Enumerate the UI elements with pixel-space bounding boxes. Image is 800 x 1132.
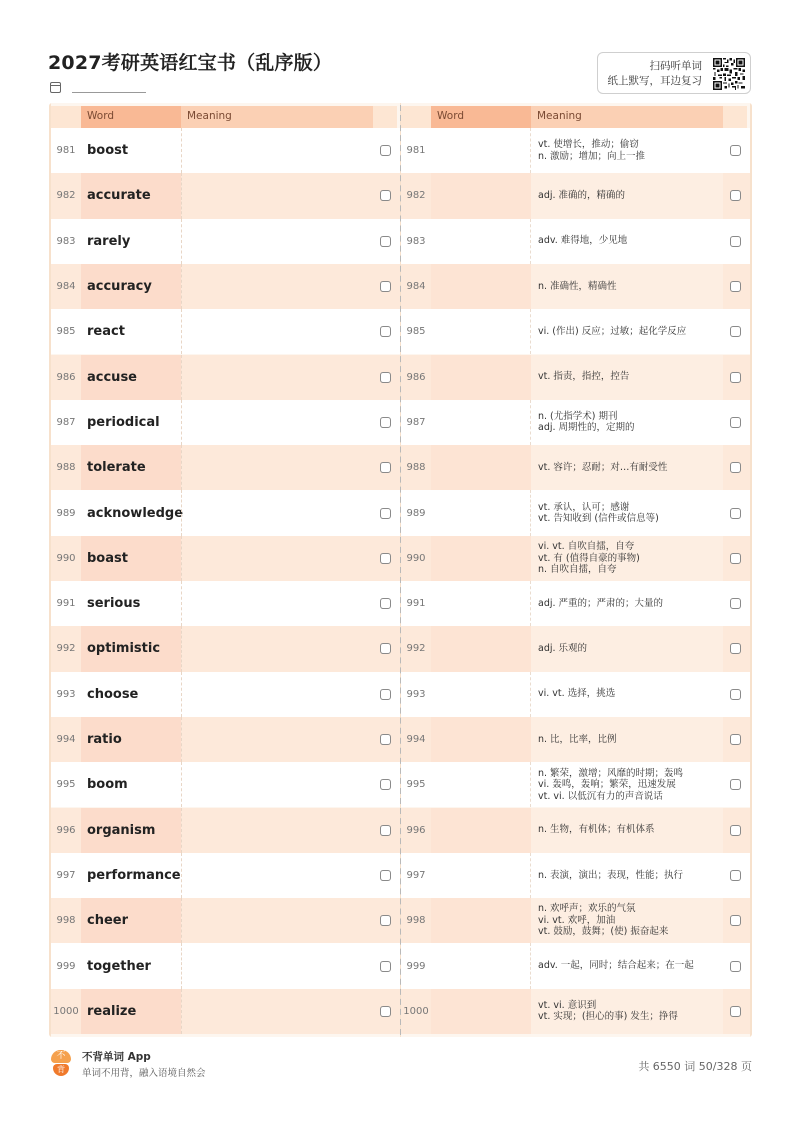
meaning-line: vt. vi. 意识到 — [538, 999, 597, 1011]
word-column-header: Word — [431, 106, 531, 128]
app-logo — [51, 1050, 73, 1076]
entry-number: 995 — [406, 779, 426, 791]
qr-caption — [608, 59, 703, 89]
checkbox-icon — [730, 372, 741, 383]
logo-bottom-glyph: 背 — [53, 1064, 69, 1076]
page-title: 2027考研英语红宝书（乱序版） — [48, 52, 333, 74]
entry-number: 981 — [406, 145, 426, 157]
entry-word: accuse — [81, 355, 181, 400]
logo-top-glyph: 不 — [51, 1050, 71, 1063]
page-count: 共 6550 词 50/328 页 — [638, 1060, 752, 1073]
review-checkbox[interactable] — [373, 309, 397, 354]
entry-word: acknowledge — [81, 490, 181, 535]
meaning-row — [401, 717, 750, 762]
meaning-line: n. 比，比率，比例 — [538, 733, 617, 745]
meaning-blank[interactable] — [181, 853, 373, 898]
meaning-row — [401, 762, 750, 807]
word-blank[interactable] — [431, 762, 531, 807]
checkbox-icon — [380, 961, 391, 972]
entry-number: 986 — [51, 355, 81, 400]
review-checkbox[interactable] — [723, 762, 747, 807]
entry-meaning — [531, 898, 723, 943]
review-checkbox[interactable] — [723, 128, 747, 173]
checkbox-icon — [380, 281, 391, 292]
entry-word: ratio — [81, 717, 181, 762]
entry-meaning — [531, 762, 723, 807]
entry-meaning — [531, 808, 723, 853]
word-row — [51, 672, 400, 717]
meaning-blank[interactable] — [181, 219, 373, 264]
review-checkbox[interactable] — [723, 264, 747, 309]
word-sheet — [49, 103, 752, 1037]
word-blank[interactable] — [431, 626, 531, 671]
meaning-blank[interactable] — [181, 128, 373, 173]
date-blank-line — [72, 92, 146, 93]
entry-number: 982 — [406, 190, 426, 202]
entry-word: tolerate — [81, 445, 181, 490]
meaning-line: vi. 轰鸣，轰响；繁荣，迅速发展 — [538, 779, 676, 791]
entry-number: 992 — [406, 643, 426, 655]
entry-number: 981 — [56, 145, 76, 157]
word-row — [51, 898, 400, 943]
entry-number: 987 — [406, 416, 426, 428]
entry-meaning — [531, 173, 723, 218]
word-blank[interactable] — [431, 264, 531, 309]
entry-word: rarely — [81, 219, 181, 264]
checkbox-icon — [730, 915, 741, 926]
meaning-line: vt. 实现；(担心的事) 发生；挣得 — [538, 1011, 678, 1023]
review-checkbox[interactable] — [373, 989, 397, 1034]
review-checkbox[interactable] — [373, 173, 397, 218]
meaning-line: n. 繁荣，激增；风靡的时期；轰鸣 — [538, 767, 684, 779]
checkbox-icon — [380, 779, 391, 790]
entry-number: 990 — [51, 536, 81, 581]
date-field — [50, 80, 61, 94]
checkbox-icon — [380, 598, 391, 609]
checkbox-icon — [380, 417, 391, 428]
meaning-line: n. 表演，演出；表现，性能；执行 — [538, 869, 684, 881]
meaning-row — [401, 536, 750, 581]
word-blank[interactable] — [431, 989, 531, 1034]
checkbox-icon — [380, 326, 391, 337]
meaning-line: adj. 严重的；严肃的；大量的 — [538, 597, 664, 609]
checkbox-icon — [380, 462, 391, 473]
meaning-blank[interactable] — [181, 173, 373, 218]
entry-number: 996 — [406, 824, 426, 836]
entry-word: organism — [81, 808, 181, 853]
word-row — [51, 219, 400, 264]
app-slogan: 单词不用背，融入语境自然会 — [82, 1068, 206, 1079]
entry-word: choose — [81, 672, 181, 717]
word-column-header: Word — [81, 106, 181, 128]
entry-number: 984 — [406, 281, 426, 293]
meaning-line: n. 欢呼声；欢乐的气氛 — [538, 903, 636, 915]
app-name: 不背单词 App — [82, 1051, 151, 1063]
meaning-line: n. 生物，有机体；有机体系 — [538, 824, 655, 836]
entry-meaning — [531, 717, 723, 762]
qr-caption-line1: 扫码听单词 — [649, 60, 702, 72]
word-row — [51, 762, 400, 807]
meaning-row — [401, 853, 750, 898]
meaning-blank[interactable] — [181, 264, 373, 309]
meaning-row — [401, 989, 750, 1034]
meaning-blank[interactable] — [181, 445, 373, 490]
word-panel-right — [401, 103, 750, 1037]
meaning-line: vi. vt. 自吹自擂，自夸 — [538, 541, 635, 553]
entry-number: 982 — [51, 173, 81, 218]
review-checkbox[interactable] — [723, 717, 747, 762]
entry-word: accurate — [81, 173, 181, 218]
meaning-line: vi. (作出) 反应；过敏；起化学反应 — [538, 326, 687, 338]
meaning-line: adv. 一起，同时；结合起来；在一起 — [538, 960, 694, 972]
entry-number: 991 — [406, 598, 426, 610]
entry-number: 998 — [51, 898, 81, 943]
review-checkbox[interactable] — [723, 581, 747, 626]
review-checkbox[interactable] — [373, 445, 397, 490]
review-checkbox[interactable] — [373, 536, 397, 581]
review-checkbox[interactable] — [373, 672, 397, 717]
meaning-line: vi. vt. 选择，挑选 — [538, 688, 616, 700]
meaning-blank[interactable] — [181, 943, 373, 988]
meaning-line: adj. 周期性的，定期的 — [538, 422, 635, 434]
word-blank[interactable] — [431, 309, 531, 354]
meaning-line: adj. 准确的，精确的 — [538, 190, 626, 202]
review-checkbox[interactable] — [373, 355, 397, 400]
review-checkbox[interactable] — [723, 808, 747, 853]
meaning-row — [401, 672, 750, 717]
entry-meaning — [531, 536, 723, 581]
checkbox-icon — [730, 508, 741, 519]
meaning-line: vt. 承认，认可；感谢 — [538, 501, 630, 513]
word-panel-left — [51, 103, 400, 1037]
meaning-row — [401, 309, 750, 354]
meaning-blank[interactable] — [181, 309, 373, 354]
review-checkbox[interactable] — [723, 173, 747, 218]
entry-number: 983 — [406, 235, 426, 247]
checkbox-icon — [380, 372, 391, 383]
word-blank[interactable] — [431, 173, 531, 218]
entry-number: 988 — [51, 445, 81, 490]
word-row — [51, 128, 400, 173]
entry-meaning — [531, 943, 723, 988]
entry-number: 987 — [56, 416, 76, 428]
checkbox-icon — [730, 779, 741, 790]
meaning-line: vt. 指责，指控，控告 — [538, 371, 630, 383]
meaning-row — [401, 173, 750, 218]
review-checkbox[interactable] — [723, 898, 747, 943]
review-checkbox[interactable] — [723, 853, 747, 898]
meaning-line: vt. 使增长，推动；偷窃 — [538, 139, 639, 151]
word-blank[interactable] — [431, 355, 531, 400]
entry-meaning — [531, 581, 723, 626]
review-checkbox[interactable] — [373, 808, 397, 853]
meaning-blank[interactable] — [181, 898, 373, 943]
word-row — [51, 445, 400, 490]
checkbox-icon — [380, 190, 391, 201]
entry-meaning — [531, 989, 723, 1034]
checkbox-icon — [730, 553, 741, 564]
review-checkbox[interactable] — [723, 943, 747, 988]
meaning-row — [401, 264, 750, 309]
word-row — [51, 490, 400, 535]
entry-number: 989 — [56, 507, 76, 519]
entry-word: realize — [81, 989, 181, 1034]
entry-number: 993 — [406, 688, 426, 700]
word-blank[interactable] — [431, 536, 531, 581]
word-row — [51, 808, 400, 853]
qr-code-icon — [713, 58, 745, 90]
entry-word: performance — [81, 853, 181, 898]
review-checkbox[interactable] — [373, 853, 397, 898]
entry-number: 992 — [51, 626, 81, 671]
review-checkbox[interactable] — [723, 309, 747, 354]
entry-word: boost — [81, 128, 181, 173]
meaning-column-header: Meaning — [181, 106, 373, 128]
word-row — [51, 355, 400, 400]
entry-word: boast — [81, 536, 181, 581]
entry-number: 989 — [406, 507, 426, 519]
entry-word: accuracy — [81, 264, 181, 309]
review-checkbox[interactable] — [373, 128, 397, 173]
entry-number: 996 — [51, 808, 81, 853]
meaning-blank[interactable] — [181, 808, 373, 853]
entry-number: 1000 — [51, 989, 81, 1034]
entry-word: periodical — [81, 400, 181, 445]
entry-meaning — [531, 355, 723, 400]
word-row — [51, 717, 400, 762]
review-checkbox[interactable] — [373, 626, 397, 671]
word-blank[interactable] — [431, 128, 531, 173]
entry-word: together — [81, 943, 181, 988]
meaning-blank[interactable] — [181, 672, 373, 717]
review-checkbox[interactable] — [373, 400, 397, 445]
entry-meaning — [531, 672, 723, 717]
review-checkbox[interactable] — [373, 264, 397, 309]
entry-number: 990 — [406, 552, 426, 564]
review-checkbox[interactable] — [723, 536, 747, 581]
checkbox-icon — [730, 417, 741, 428]
checkbox-icon — [730, 825, 741, 836]
meaning-line: n. (尤指学术) 期刊 — [538, 410, 618, 422]
checkbox-icon — [730, 326, 741, 337]
meaning-blank[interactable] — [181, 717, 373, 762]
meaning-line: vt. 告知收到 (信件或信息等) — [538, 513, 659, 525]
entry-word: boom — [81, 762, 181, 807]
entry-meaning — [531, 219, 723, 264]
entry-number: 993 — [56, 688, 76, 700]
meaning-line: n. 激励；增加；向上一推 — [538, 150, 646, 162]
word-row — [51, 943, 400, 988]
review-checkbox[interactable] — [723, 490, 747, 535]
entry-number: 994 — [406, 734, 426, 746]
entry-number: 986 — [406, 371, 426, 383]
entry-word: cheer — [81, 898, 181, 943]
entry-number: 991 — [56, 598, 76, 610]
word-row — [51, 173, 400, 218]
entry-number: 997 — [406, 869, 426, 881]
checkbox-icon — [380, 508, 391, 519]
meaning-blank[interactable] — [181, 536, 373, 581]
review-checkbox[interactable] — [723, 989, 747, 1034]
meaning-blank[interactable] — [181, 626, 373, 671]
entry-number: 1000 — [403, 1005, 429, 1017]
meaning-line: vt. 容许；忍耐；对…有耐受性 — [538, 461, 668, 473]
review-checkbox[interactable] — [373, 717, 397, 762]
review-checkbox[interactable] — [373, 762, 397, 807]
word-blank[interactable] — [431, 898, 531, 943]
word-row — [51, 400, 400, 445]
checkbox-icon — [730, 145, 741, 156]
meaning-row — [401, 400, 750, 445]
checkbox-icon — [380, 734, 391, 745]
checkbox-icon — [730, 689, 741, 700]
meaning-line: vi. vt. 欢呼，加油 — [538, 914, 616, 926]
entry-number: 985 — [406, 326, 426, 338]
checkbox-icon — [380, 145, 391, 156]
table-header-left — [51, 106, 400, 128]
entry-meaning — [531, 490, 723, 535]
qr-audio-box — [597, 52, 751, 94]
entry-meaning — [531, 128, 723, 173]
entry-number: 994 — [51, 717, 81, 762]
meaning-line: vt. 鼓励，鼓舞；(使) 振奋起来 — [538, 926, 669, 938]
review-checkbox[interactable] — [373, 943, 397, 988]
checkbox-icon — [380, 643, 391, 654]
checkbox-icon — [730, 190, 741, 201]
word-row — [51, 989, 400, 1034]
review-checkbox[interactable] — [723, 672, 747, 717]
meaning-row — [401, 581, 750, 626]
review-checkbox[interactable] — [373, 219, 397, 264]
entry-number: 984 — [51, 264, 81, 309]
meaning-blank[interactable] — [181, 490, 373, 535]
meaning-blank[interactable] — [181, 581, 373, 626]
entry-number: 999 — [56, 960, 76, 972]
entry-number: 988 — [406, 462, 426, 474]
checkbox-icon — [730, 281, 741, 292]
meaning-blank[interactable] — [181, 762, 373, 807]
review-checkbox[interactable] — [723, 626, 747, 671]
meaning-row — [401, 898, 750, 943]
word-blank[interactable] — [431, 400, 531, 445]
entry-word: serious — [81, 581, 181, 626]
checkbox-icon — [380, 825, 391, 836]
qr-caption-line2: 纸上默写，耳边复习 — [607, 75, 702, 87]
meaning-line: vt. vi. 以低沉有力的声音说话 — [538, 790, 663, 802]
meaning-line: n. 准确性，精确性 — [538, 280, 617, 292]
entry-meaning — [531, 400, 723, 445]
entry-meaning — [531, 264, 723, 309]
checkbox-icon — [380, 915, 391, 926]
word-blank[interactable] — [431, 672, 531, 717]
checkbox-icon — [730, 643, 741, 654]
checkbox-icon — [730, 598, 741, 609]
word-row — [51, 853, 400, 898]
checkbox-icon — [380, 870, 391, 881]
meaning-row — [401, 219, 750, 264]
entry-number: 999 — [406, 960, 426, 972]
checkbox-icon — [730, 870, 741, 881]
table-header-right — [401, 106, 750, 128]
meaning-row — [401, 943, 750, 988]
meaning-row — [401, 626, 750, 671]
entry-meaning — [531, 853, 723, 898]
word-blank[interactable] — [431, 717, 531, 762]
meaning-blank[interactable] — [181, 989, 373, 1034]
meaning-blank[interactable] — [181, 400, 373, 445]
meaning-column-header: Meaning — [531, 106, 723, 128]
word-blank[interactable] — [431, 219, 531, 264]
word-blank[interactable] — [431, 581, 531, 626]
word-blank[interactable] — [431, 943, 531, 988]
review-checkbox[interactable] — [373, 898, 397, 943]
checkbox-icon — [380, 553, 391, 564]
entry-meaning — [531, 309, 723, 354]
entry-number: 985 — [56, 326, 76, 338]
word-blank[interactable] — [431, 808, 531, 853]
entry-number: 997 — [56, 869, 76, 881]
review-checkbox[interactable] — [723, 445, 747, 490]
checkbox-icon — [730, 236, 741, 247]
entry-word: optimistic — [81, 626, 181, 671]
review-checkbox[interactable] — [723, 355, 747, 400]
entry-word: react — [81, 309, 181, 354]
meaning-line: adj. 乐观的 — [538, 643, 588, 655]
review-checkbox[interactable] — [723, 219, 747, 264]
word-blank[interactable] — [431, 853, 531, 898]
entry-number: 995 — [56, 779, 76, 791]
checkbox-icon — [730, 734, 741, 745]
entry-meaning — [531, 445, 723, 490]
review-checkbox[interactable] — [723, 400, 747, 445]
word-row — [51, 581, 400, 626]
meaning-row — [401, 445, 750, 490]
meaning-line: adv. 难得地，少见地 — [538, 235, 628, 247]
word-row — [51, 626, 400, 671]
review-checkbox[interactable] — [373, 490, 397, 535]
meaning-row — [401, 355, 750, 400]
review-checkbox[interactable] — [373, 581, 397, 626]
checkbox-icon — [380, 1006, 391, 1017]
meaning-row — [401, 490, 750, 535]
meaning-blank[interactable] — [181, 355, 373, 400]
word-blank[interactable] — [431, 490, 531, 535]
checkbox-icon — [380, 236, 391, 247]
meaning-row — [401, 808, 750, 853]
checkbox-icon — [380, 689, 391, 700]
word-row — [51, 309, 400, 354]
checkbox-icon — [730, 1006, 741, 1017]
word-row — [51, 536, 400, 581]
checkbox-icon — [730, 462, 741, 473]
word-row — [51, 264, 400, 309]
entry-number: 998 — [406, 915, 426, 927]
entry-number: 983 — [56, 235, 76, 247]
calendar-icon — [50, 82, 61, 93]
checkbox-icon — [730, 961, 741, 972]
meaning-line: vt. 有 (值得自豪的事物) — [538, 552, 640, 564]
entry-meaning — [531, 626, 723, 671]
meaning-line: n. 自吹自擂，自夸 — [538, 564, 617, 576]
meaning-row — [401, 128, 750, 173]
word-blank[interactable] — [431, 445, 531, 490]
